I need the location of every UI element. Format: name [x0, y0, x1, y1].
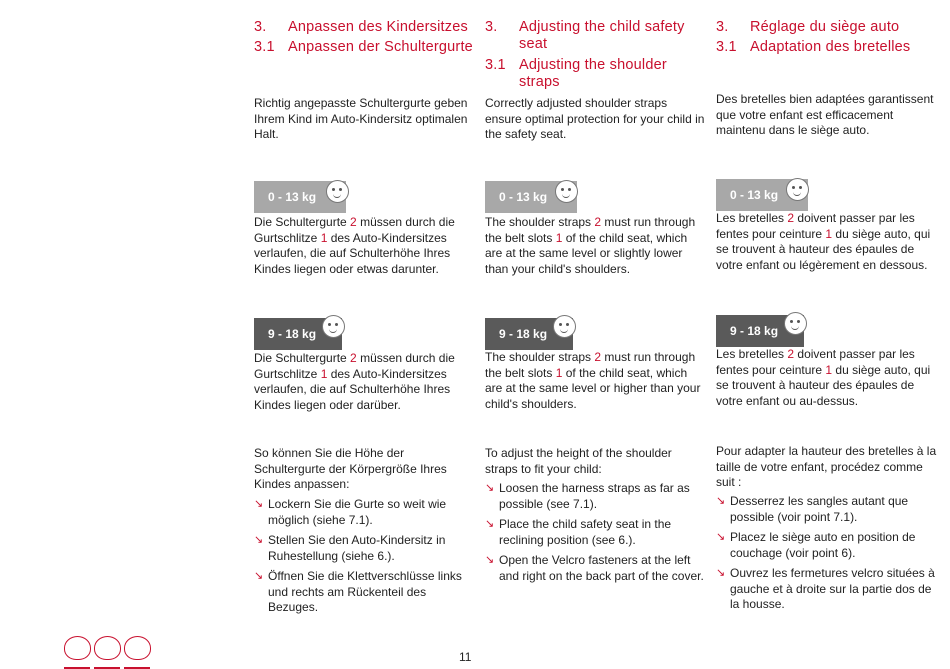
brand-logo-icon	[124, 636, 151, 660]
step-list	[254, 497, 476, 621]
child-face-icon	[553, 315, 576, 338]
list-item: ↘ Stellen Sie den Auto-Kindersitz in Ruhestellung (siehe 6.).	[254, 533, 446, 563]
heading-text: Adaptation des bretelles	[750, 39, 911, 55]
weight-label: 9 - 18 kg	[499, 327, 548, 341]
heading-number: 3.1	[254, 39, 275, 55]
heading-number: 3.1	[716, 39, 737, 55]
adjust-intro: To adjust the height of the shoulder straps to fit your child:	[485, 446, 672, 476]
intro-paragraph: Correctly adjusted shoulder straps ensure optimal protection for your child in the safety seat.	[485, 96, 705, 141]
heading-text: Réglage du siège auto	[750, 19, 900, 35]
list-item: ↘ Place the child safety seat in the reclining position (see 6.).	[485, 517, 672, 547]
weight-badge-0-13	[716, 179, 808, 211]
strap-rule-0-13: Les bretelles 2 doivent passer par les fentes pour ceinture 1 du siège auto, qui se trouvent à hauteur des épaules de votre enfant ou légèrement en dessous.	[716, 211, 931, 272]
heading-text: Anpassen des Kindersitzes	[288, 19, 468, 35]
arrow-bullet-icon: ↘	[254, 570, 264, 582]
weight-badge-9-18	[254, 318, 342, 350]
intro-paragraph: Des bretelles bien adaptées garantissent que votre enfant est efficacement maintenu dans le siège auto.	[716, 92, 934, 137]
adjust-intro: So können Sie die Höhe der Schultergurte der Körpergröße Ihres Kindes anpassen:	[254, 446, 447, 491]
heading-text: Adjusting the child safety seat	[519, 19, 685, 52]
intro-paragraph: Richtig angepasste Schultergurte geben Ihrem Kind im Auto-Kindersitz optimalen Halt.	[254, 96, 468, 141]
heading-text: Adjusting the shoulder straps	[519, 57, 667, 90]
list-item: ↘ Ouvrez les fermetures velcro situées à gauche et à droite sur la partie dos de la housse.	[716, 566, 935, 611]
list-item: ↘ Lockern Sie die Gurte so weit wie möglich (siehe 7.1).	[254, 497, 447, 527]
strap-rule-9-18: Les bretelles 2 doivent passer par les fentes pour ceinture 1 du siège auto, qui se trouvent à hauteur des épaules de votre enfant ou au-dessus.	[716, 347, 931, 408]
heading-number: 3.	[716, 19, 729, 35]
footer-logo-group	[64, 636, 154, 669]
heading-number: 3.	[485, 19, 498, 35]
list-item: ↘ Desserrez les sangles autant que possible (voir point 7.1).	[716, 494, 909, 524]
arrow-bullet-icon: ↘	[485, 518, 495, 530]
step-list	[716, 494, 938, 618]
weight-label: 0 - 13 kg	[268, 190, 317, 204]
child-face-icon	[786, 178, 809, 201]
weight-label: 0 - 13 kg	[499, 190, 548, 204]
strap-rule-9-18: The shoulder straps 2 must run through the belt slots 1 of the child seat, which are at the same level or higher than your child's shoulders.	[485, 350, 701, 411]
strap-rule-0-13: Die Schultergurte 2 müssen durch die Gurtschlitze 1 des Auto-Kindersitzes verlaufen, die auf Schulterhöhe Ihres Kindes liegen oder etwas darunter.	[254, 215, 455, 276]
weight-badge-9-18	[716, 315, 804, 347]
arrow-bullet-icon: ↘	[716, 531, 726, 543]
arrow-bullet-icon: ↘	[716, 495, 726, 507]
list-item: ↘ Öffnen Sie die Klettverschlüsse links und rechts am Rückenteil des Bezuges.	[254, 569, 462, 614]
list-item: ↘ Loosen the harness straps as far as possible (see 7.1).	[485, 481, 690, 511]
brand-logo-icon	[64, 636, 91, 660]
arrow-bullet-icon: ↘	[716, 567, 726, 579]
heading-text: Anpassen der Schultergurte	[288, 39, 473, 55]
child-face-icon	[784, 312, 807, 335]
weight-badge-9-18	[485, 318, 573, 350]
list-item: ↘ Placez le siège auto en position de couchage (voir point 6).	[716, 530, 916, 560]
strap-rule-9-18: Die Schultergurte 2 müssen durch die Gurtschlitze 1 des Auto-Kindersitzes verlaufen, die auf Schulterhöhe Ihres Kindes liegen oder darüber.	[254, 351, 455, 412]
heading-number: 3.	[254, 19, 267, 35]
child-face-icon	[555, 180, 578, 203]
weight-badge-0-13	[254, 181, 346, 213]
brand-logo-icon	[94, 636, 121, 660]
child-face-icon	[326, 180, 349, 203]
step-list	[485, 481, 707, 589]
weight-label: 0 - 13 kg	[730, 188, 779, 202]
list-item: ↘ Open the Velcro fasteners at the left and right on the back part of the cover.	[485, 553, 704, 583]
arrow-bullet-icon: ↘	[485, 482, 495, 494]
arrow-bullet-icon: ↘	[254, 498, 264, 510]
weight-label: 9 - 18 kg	[268, 327, 317, 341]
page-number: 11	[459, 650, 472, 664]
child-face-icon	[322, 315, 345, 338]
weight-badge-0-13	[485, 181, 577, 213]
adjust-intro: Pour adapter la hauteur des bretelles à la taille de votre enfant, procédez comme suit :	[716, 444, 937, 489]
heading-number: 3.1	[485, 57, 506, 73]
weight-label: 9 - 18 kg	[730, 324, 779, 338]
arrow-bullet-icon: ↘	[254, 534, 264, 546]
strap-rule-0-13: The shoulder straps 2 must run through the belt slots 1 of the child seat, which are at the same level or slightly lower than your child's shoulders.	[485, 215, 696, 276]
arrow-bullet-icon: ↘	[485, 554, 495, 566]
